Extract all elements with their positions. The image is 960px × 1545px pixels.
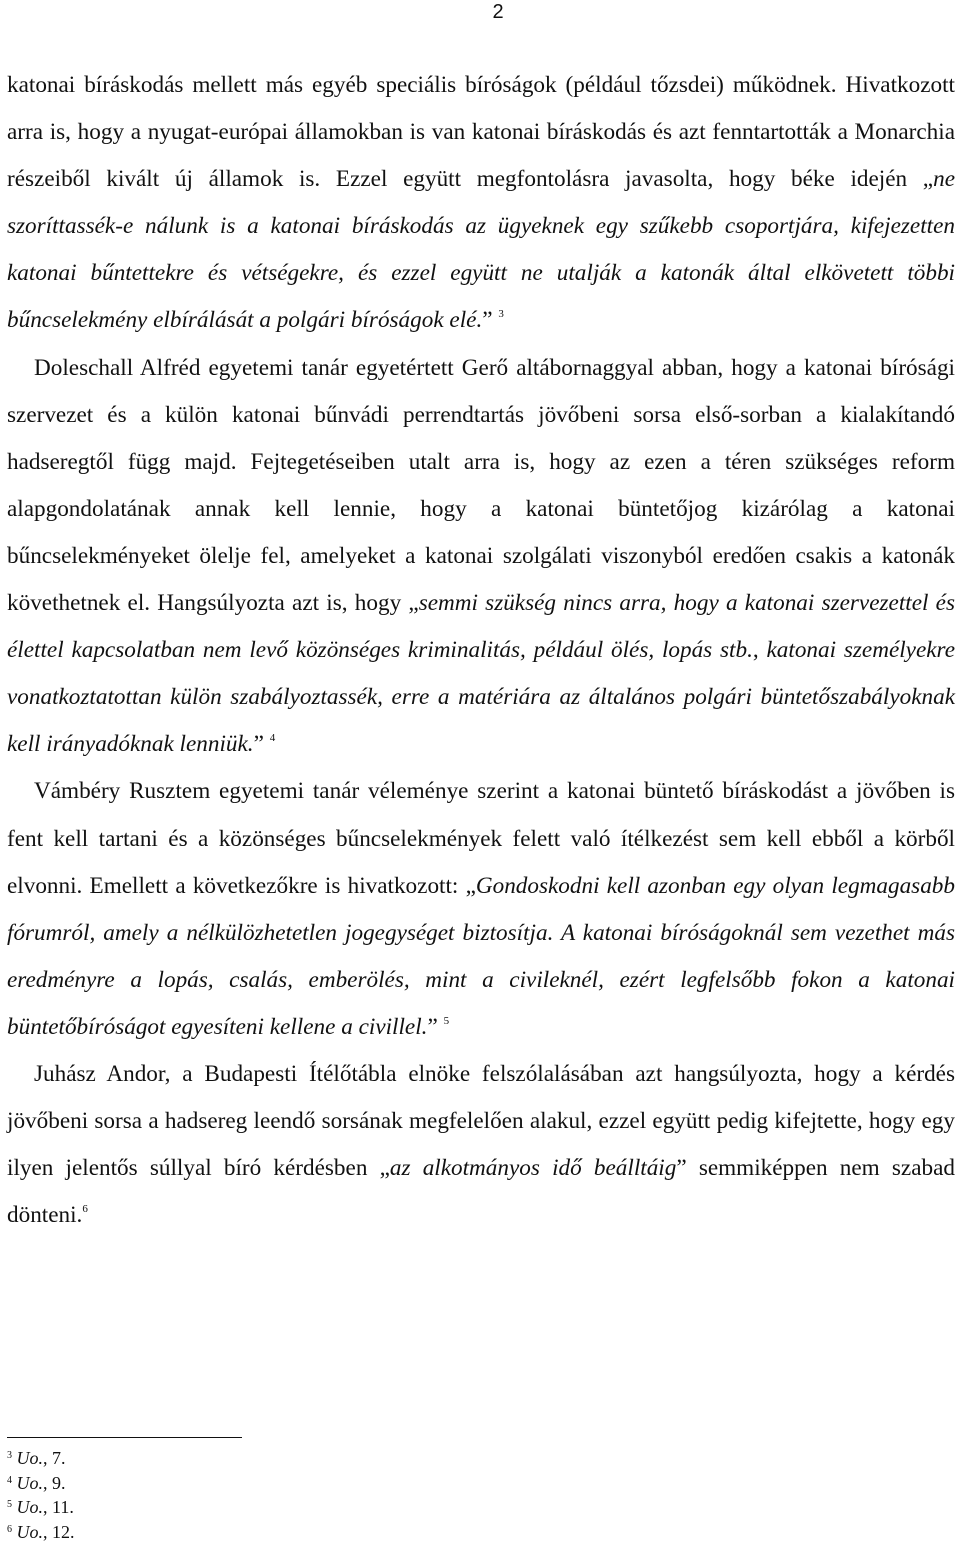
- paragraph-3: [7, 768, 955, 1051]
- italic-quote: Gondoskodni kell azonban egy olyan legmagasabb fórumról, amely a nélkülözhetetlen jogegységet biztosítja. A katonai bíróságoknál sem vezethet más eredményre a lopás, csalás, emberölés, mint a civileknél, ezért legfelsőbb fokon a katonai büntetőbíróságot egyesíteni kellene a civillel.: [7, 872, 955, 1040]
- footnote-number: 6: [7, 1523, 12, 1535]
- footnote-reference: 6: [82, 1203, 88, 1216]
- text-run: ” semmiképpen nem szabad dönteni.: [7, 1155, 955, 1229]
- footnote-reference: 5: [443, 1014, 450, 1027]
- text-run: ”: [482, 307, 499, 334]
- footnote-page: , 7.: [43, 1448, 66, 1468]
- page-number: [0, 0, 960, 24]
- footnote-source: Uo.: [16, 1448, 43, 1468]
- paragraph-4: [7, 1051, 955, 1239]
- text-run: katonai bíráskodás mellett más egyéb speciális bíróságok (például tőzsdei) működnek. Hivatkozott arra is, hogy a nyugat-európai államokban is van katonai bíráskodás és azt fenntartották a Monarchia részeiből kivált új államok is. Ezzel együtt megfontolásra javasolta, hogy béke idején „: [7, 72, 955, 193]
- italic-quote: katonai személyekre vonatkoztatottan külön szabályoztassék, erre a matériára az általános polgári büntetőszabályoknak kell irányadóknak lenniük.: [7, 637, 956, 758]
- text-run: ,: [752, 637, 767, 664]
- footnote-4: [7, 1471, 507, 1496]
- footnote-page: , 11.: [43, 1497, 74, 1517]
- text-run: ”: [427, 1013, 444, 1040]
- body-text: [7, 62, 955, 1239]
- footnote-source: Uo.: [16, 1521, 43, 1542]
- footnote-source: Uo.: [16, 1472, 43, 1493]
- text-run: Doleschall Alfréd egyetemi tanár egyetértett Gerő altábornaggyal abban, hogy a katonai bírósági szervezet és a külön katonai bűnvádi perrendtartás jövőbeni sorsa első-sorban a kialakítandó hadseregtől függ majd. Fejtegetéseiben utalt arra is, hogy az ezen a téren szükséges reform alapgondolatának annak kell lennie, hogy a katonai büntetőjog kizárólag a katonai bűncselekményeket ölelje fel, amelyeket a katonai szolgálati viszonyból eredően csakis a katonák követhetnek el. Hangsúlyozta azt is, hogy „: [7, 354, 955, 617]
- footnote-5: [7, 1495, 507, 1520]
- footnote-number: 4: [7, 1474, 12, 1486]
- footnote-number: 5: [7, 1499, 12, 1510]
- paragraph-1: [7, 62, 955, 345]
- footnote-reference: 3: [498, 308, 504, 321]
- footnote-6: [7, 1520, 507, 1545]
- text-run: Juhász Andor, a Budapesti Ítélőtábla elnöke felszólalásában azt hangsúlyozta, hogy a kérdés jövőbeni sorsa a hadsereg leendő sorsának megfelelően alakul, ezzel együtt pedig kifejtette, hogy egy ilyen jelentős súllyal bíró kérdésben „: [7, 1060, 955, 1182]
- footnote-3: [7, 1446, 507, 1471]
- footnote-page: , 12.: [43, 1521, 75, 1542]
- footnote-number: 3: [7, 1450, 12, 1461]
- text-run: Vámbéry Rusztem egyetemi tanár véleménye szerint a katonai büntető bíráskodást a jövőben is fent kell tartani és a közönséges bűncselekmények felett való ítélkezést sem kell ebből a körből elvonni. Emellett a következőkre is hivatkozott: „: [7, 778, 955, 899]
- footnote-reference: 4: [269, 732, 276, 745]
- italic-quote: semmi szükség nincs arra, hogy a katonai szervezettel és élettel kapcsolatban nem levő közönséges kriminalitás, például ölés, lopás stb.: [7, 590, 955, 664]
- footnote-page: , 9.: [43, 1472, 66, 1493]
- paragraph-2: [7, 345, 955, 769]
- page-number-text: 2: [492, 1, 504, 23]
- footnotes: [7, 1446, 507, 1544]
- text-run: ”: [253, 731, 270, 758]
- footnote-separator: [7, 1437, 242, 1438]
- italic-quote: az alkotmányos idő beálltáig: [389, 1155, 677, 1182]
- italic-quote: ne szoríttassék-e nálunk is a katonai bíráskodás az ügyeknek egy szűkebb csoportjára, kifejezetten katonai bűntettekre és vétségekre, és ezzel együtt ne utalják a katonák által elkövetett többi bűncselekmény elbírálását a polgári bíróságok elé.: [7, 166, 955, 334]
- footnote-source: Uo.: [16, 1497, 43, 1517]
